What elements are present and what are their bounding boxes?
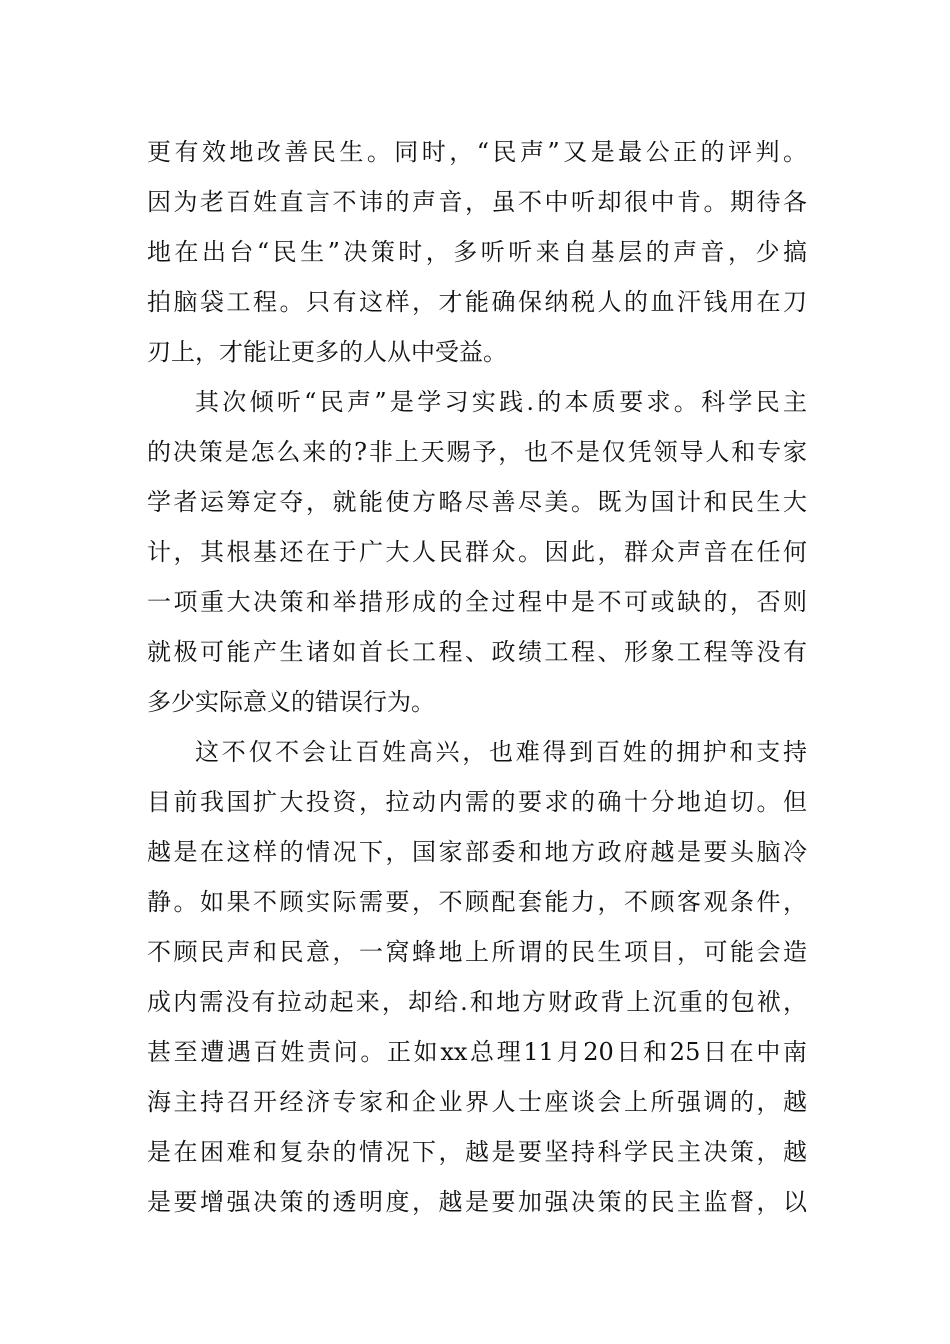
text-line: 更有效地改善民生。同时，“民声”又是最公正的评判。: [147, 138, 807, 166]
text-line: 目前我国扩大投资，拉动内需的要求的确十分地迫切。但: [147, 788, 807, 816]
body-text: [147, 127, 807, 1227]
text-line: 一项重大决策和举措形成的全过程中是不可或缺的，否则: [147, 588, 807, 616]
text-line: 学者运筹定夺，就能使方略尽善尽美。既为国计和民生大: [147, 488, 807, 516]
text-line: 刃上，才能让更多的人从中受益。: [147, 338, 507, 366]
text-line: 海主持召开经济专家和企业界人士座谈会上所强调的，越: [147, 1088, 807, 1116]
text-line: 地在出台“民生”决策时，多听听来自基层的声音，少搞: [147, 238, 807, 266]
text-line: 计，其根基还在于广大人民群众。因此，群众声音在任何: [147, 538, 807, 566]
paragraph-first-line: 这不仅不会让百姓高兴，也难得到百姓的拥护和支持: [195, 738, 807, 766]
text-line: 的决策是怎么来的?非上天赐予，也不是仅凭领导人和专家: [147, 438, 807, 466]
text-line: 因为老百姓直言不讳的声音，虽不中听却很中肯。期待各: [147, 188, 807, 216]
text-line: 静。如果不顾实际需要，不顾配套能力，不顾客观条件，: [147, 888, 807, 916]
text-line: 是在困难和复杂的情况下，越是要坚持科学民主决策，越: [147, 1138, 807, 1166]
text-line: 多少实际意义的错误行为。: [147, 688, 435, 716]
text-line: 就极可能产生诸如首长工程、政绩工程、形象工程等没有: [147, 638, 807, 666]
paragraph-first-line: 其次倾听“民声”是学习实践.的本质要求。科学民主: [195, 388, 807, 416]
text-line: 拍脑袋工程。只有这样，才能确保纳税人的血汗钱用在刀: [147, 288, 807, 316]
text-line: 甚至遭遇百姓责问。正如xx总理11月20日和25日在中南: [147, 1038, 807, 1066]
text-line: 是要增强决策的透明度，越是要加强决策的民主监督，以: [147, 1188, 807, 1216]
text-line: 成内需没有拉动起来，却给.和地方财政背上沉重的包袱，: [147, 988, 807, 1016]
text-line: 越是在这样的情况下，国家部委和地方政府越是要头脑冷: [147, 838, 807, 866]
text-line: 不顾民声和民意，一窝蜂地上所谓的民生项目，可能会造: [147, 938, 807, 966]
